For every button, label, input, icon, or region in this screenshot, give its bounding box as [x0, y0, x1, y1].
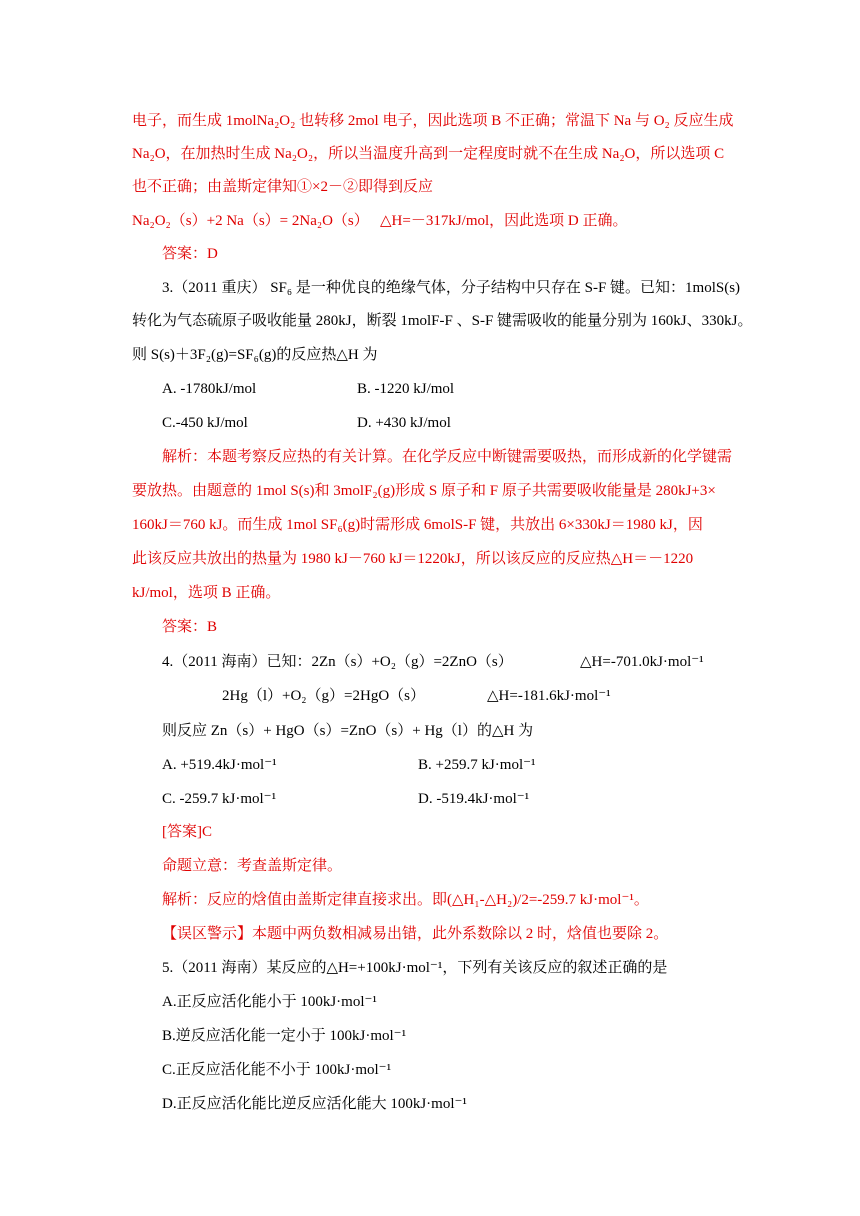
intent-line: 命题立意：考查盖斯定律。 — [162, 858, 343, 874]
text-line: 则 S(s)＋3F₂(g)=SF₆(g)的反应热△H 为 — [132, 347, 378, 363]
text-line: 也不正确；由盖斯定律知①×2－②即得到反应 — [132, 179, 433, 195]
enthalpy-value: △H=-701.0kJ·mol⁻¹ — [580, 654, 704, 670]
warning-line: 【误区警示】本题中两负数相减易出错，此外系数除以 2 时，焓值也要除 2。 — [162, 926, 669, 942]
option-c: C. -259.7 kJ·mol⁻¹ — [162, 791, 277, 807]
option-d: D.正反应活化能比逆反应活化能大 100kJ·mol⁻¹ — [162, 1096, 467, 1112]
analysis-line: 解析：反应的焓值由盖斯定律直接求出。即(△H₁-△H₂)/2=-259.7 kJ·mol⁻¹。 — [162, 892, 649, 908]
option-a: A.正反应活化能小于 100kJ·mol⁻¹ — [162, 994, 377, 1010]
answer-line: [答案]C — [162, 824, 212, 840]
question-3-stem: 3.（2011 重庆） SF₆ 是一种优良的绝缘气体，分子结构中只存在 S-F 键。已知：1molS(s) — [162, 280, 741, 296]
question-4-stem: 4.（2011 海南）已知：2Zn（s）+O₂（g）=2ZnO（s） — [162, 654, 513, 670]
option-b: B. +259.7 kJ·mol⁻¹ — [418, 757, 536, 773]
option-d: D. -519.4kJ·mol⁻¹ — [418, 791, 530, 807]
option-b: B.逆反应活化能一定小于 100kJ·mol⁻¹ — [162, 1028, 407, 1044]
option-b: B. -1220 kJ/mol — [357, 381, 455, 397]
analysis-line: 解析：本题考察反应热的有关计算。在化学反应中断键需要吸热，而形成新的化学键需 — [162, 449, 733, 465]
option-a: A. -1780kJ/mol — [162, 381, 257, 397]
equation-line: 2Hg（l）+O₂（g）=2HgO（s） — [222, 688, 425, 704]
enthalpy-value: △H=-181.6kJ·mol⁻¹ — [487, 688, 611, 704]
question-5-stem: 5.（2011 海南）某反应的△H=+100kJ·mol⁻¹，下列有关该反应的叙述正确的是 — [162, 960, 668, 976]
text-line: 则反应 Zn（s）+ HgO（s）=ZnO（s）+ Hg（l）的△H 为 — [162, 723, 534, 739]
option-c: C.-450 kJ/mol — [162, 415, 248, 431]
option-d: D. +430 kJ/mol — [357, 415, 451, 431]
analysis-line: 要放热。由题意的 1mol S(s)和 3molF₂(g)形成 S 原子和 F 原子共需要吸收能量是 280kJ+3× — [132, 483, 716, 499]
analysis-line: 此该反应共放出的热量为 1980 kJ－760 kJ＝1220kJ，所以该反应的反应热△H＝－1220 — [132, 551, 694, 567]
text-line: Na₂O，在加热时生成 Na₂O₂，所以当温度升高到一定程度时就不在生成 Na₂O，所以选项 C — [132, 146, 725, 162]
text-line: 电子，而生成 1molNa₂O₂ 也转移 2mol 电子，因此选项 B 不正确；常温下 Na 与 O₂ 反应生成 — [132, 113, 734, 129]
analysis-line: 160kJ＝760 kJ。而生成 1mol SF₆(g)时需形成 6molS-F 键，共放出 6×330kJ＝1980 kJ，因 — [132, 517, 703, 533]
answer-line: 答案：B — [162, 619, 218, 635]
analysis-line: kJ/mol，选项 B 正确。 — [132, 585, 281, 601]
text-line: 转化为气态硫原子吸收能量 280kJ，断裂 1molF-F 、S-F 键需吸收的能量分别为 160kJ、330kJ。 — [132, 313, 753, 329]
option-a: A. +519.4kJ·mol⁻¹ — [162, 757, 277, 773]
answer-line: 答案：D — [162, 246, 218, 262]
text-line: Na₂O₂（s）+2 Na（s）= 2Na₂O（s） △H=－317kJ/mol，因此选项 D 正确。 — [132, 213, 628, 229]
option-c: C.正反应活化能不小于 100kJ·mol⁻¹ — [162, 1062, 392, 1078]
